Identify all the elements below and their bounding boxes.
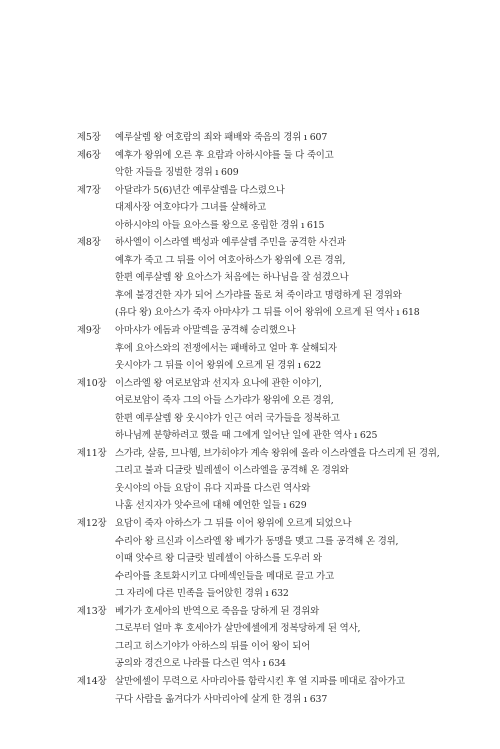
chapter-title-line: 스가랴, 살룸, 므나헴, 브가히야가 계속 왕위에 올라 이스라엘을 다스리게 된 경위, — [115, 447, 440, 459]
toc-entry — [77, 182, 487, 235]
chapter-title-line: 후에 불경건한 자가 되어 스가랴를 돌로 쳐 죽이라고 명령하게 된 경위와 — [115, 289, 402, 301]
chapter-title-line: 이스라엘 왕 여로보암과 선지자 요나에 관한 이야기, — [115, 377, 322, 389]
chapter-title-line: 수리아를 초토화시키고 다메섹인들을 메대로 끌고 가고 — [115, 570, 334, 582]
chapter-title-line: 살만에셀이 무력으로 사마리아를 함락시킨 후 열 지파를 메대로 잡아가고 — [115, 675, 405, 687]
toc-entry — [77, 603, 487, 673]
chapter-title-line: 후에 요아스와의 전쟁에서는 패배하고 얼마 후 살해되자 — [115, 342, 337, 354]
chapter-title-line: 아하시야의 아들 요아스를 왕으로 옹립한 경위 ı 615 — [115, 219, 325, 231]
chapter-title-line: 웃시야의 아들 요담이 유다 지파를 다스린 역사와 — [115, 482, 311, 494]
toc-entry — [77, 234, 487, 322]
chapter-title — [115, 673, 487, 708]
chapter-title — [115, 375, 487, 445]
chapter-title-line: 구다 사람을 옮겨다가 사마리아에 살게 한 경위 ı 637 — [115, 693, 328, 705]
chapter-number: 제6장 — [77, 149, 101, 161]
chapter-title-line: 하사엘이 이스라엘 백성과 예루살렘 주민을 공격한 사건과 — [115, 237, 346, 249]
table-of-contents — [77, 129, 487, 708]
chapter-title-line: 수리아 왕 르신과 이스라엘 왕 베가가 동맹을 맺고 그를 공격해 온 경위, — [115, 535, 399, 547]
chapter-title-line: 여로보암이 죽자 그의 아들 스가랴가 왕위에 오른 경위, — [115, 395, 334, 407]
chapter-title-line: 예루살렘 왕 여호람의 죄와 패배와 죽음의 경위 ı 607 — [115, 132, 328, 143]
toc-entry — [77, 375, 487, 445]
chapter-title — [115, 129, 487, 147]
chapter-title — [115, 445, 487, 515]
chapter-title-line: 그 자리에 다른 민족을 들어앉힌 경위 ı 632 — [115, 588, 289, 600]
chapter-number: 제5장 — [77, 132, 101, 143]
chapter-title-line: 그리고 불과 디글랏 빌레셀이 이스라엘을 공격해 온 경위와 — [115, 465, 349, 477]
chapter-title-line: 한편 예루살렘 왕 웃시야가 인근 여러 국가들을 정복하고 — [115, 412, 340, 424]
chapter-number: 제13장 — [77, 605, 107, 617]
chapter-title-line: 그로부터 얼마 후 호세아가 살만에셀에게 정복당하게 된 역사, — [115, 623, 361, 635]
chapter-title-line: 공의와 경건으로 나라를 다스린 역사 ı 634 — [115, 658, 286, 670]
chapter-number: 제11장 — [77, 447, 107, 459]
chapter-title-line: 이때 앗수르 왕 디글랏 빌레셀이 아하스를 도우러 와 — [115, 553, 322, 565]
toc-entry — [77, 673, 487, 708]
chapter-title-line: 예후가 왕위에 오른 후 요람과 아하시야를 둘 다 죽이고 — [115, 149, 334, 161]
chapter-title-line: 한편 예루살렘 왕 요아스가 처음에는 하나님을 잘 섬겼으나 — [115, 272, 349, 284]
chapter-title-line: 요담이 죽자 아하스가 그 뒤를 이어 왕위에 오르게 되었으나 — [115, 518, 352, 530]
toc-entry — [77, 322, 487, 375]
toc-entry — [77, 129, 487, 147]
chapter-number: 제9장 — [77, 325, 101, 337]
chapter-number: 제12장 — [77, 518, 107, 530]
chapter-title-line: 하나님께 분향하려고 했을 때 그에게 일어난 일에 관한 역사 ı 625 — [115, 430, 378, 442]
chapter-title-line: 아달랴가 5(6)년간 예루살렘을 다스렸으나 — [115, 184, 285, 196]
chapter-title-line: 나훔 선지자가 앗수르에 대해 예언한 일들 ı 629 — [115, 500, 307, 512]
chapter-title-line: 악한 자들을 징벌한 경위 ı 609 — [115, 167, 239, 179]
toc-entry — [77, 147, 487, 182]
chapter-title — [115, 603, 487, 673]
chapter-title-line: 그리고 히스기야가 아하스의 뒤를 이어 왕이 되어 — [115, 640, 311, 652]
chapter-number: 제10장 — [77, 377, 107, 389]
chapter-title-line: 베가가 호세아의 반역으로 죽음을 당하게 된 경위와 — [115, 605, 320, 617]
toc-entry — [77, 515, 487, 603]
chapter-title-line: 예후가 죽고 그 뒤를 이어 여호아하스가 왕위에 오른 경위, — [115, 254, 346, 266]
chapter-title-line: 아마샤가 에돔과 아말렉을 공격해 승리했으나 — [115, 325, 296, 337]
chapter-number: 제14장 — [77, 675, 107, 687]
toc-entry — [77, 445, 487, 515]
chapter-title — [115, 234, 487, 322]
chapter-title-line: 웃시야가 그 뒤를 이어 왕위에 오르게 된 경위 ı 622 — [115, 360, 322, 372]
chapter-title — [115, 515, 487, 603]
chapter-title — [115, 182, 487, 235]
chapter-number: 제7장 — [77, 184, 101, 196]
chapter-title-line: 대제사장 여호야다가 그녀를 살해하고 — [115, 202, 266, 214]
chapter-title — [115, 322, 487, 375]
chapter-number: 제8장 — [77, 237, 101, 249]
chapter-title — [115, 147, 487, 182]
chapter-title-line: (유다 왕) 요아스가 죽자 아마샤가 그 뒤를 이어 왕위에 오르게 된 역사 ı 618 — [115, 307, 420, 319]
